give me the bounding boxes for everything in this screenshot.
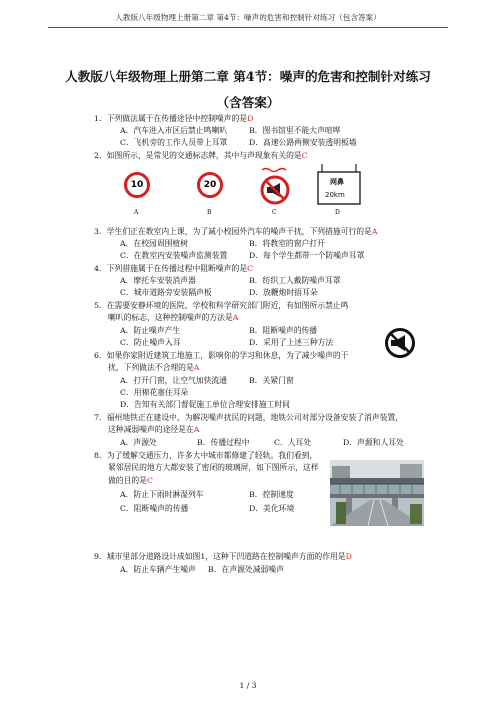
q1-option-c: C．飞机旁的工作人员带上耳罩 <box>120 138 228 147</box>
q5-option-a: A．防止噪声产生 <box>120 326 181 335</box>
q9-option-a: A．防止车辆产生噪声 <box>120 565 196 574</box>
q6-option-d: D．告知有关部门督促施工单位合理安排施工时间 <box>120 400 290 409</box>
distance-sign-icon <box>316 164 362 208</box>
q4-option-d: D．放鞭炮时捂耳朵 <box>249 288 318 297</box>
sign-label-a: A <box>134 209 139 216</box>
sign-label-b: B <box>207 209 212 216</box>
q9-option-b: B．在声源处减弱噪声 <box>208 565 284 574</box>
q5-answer: A <box>232 313 239 322</box>
no-horn-sign-icon <box>258 166 292 206</box>
q3-option-c: C．在教室内安装噪声监测装置 <box>120 251 228 260</box>
q5-option-b: B．阻断噪声的传播 <box>249 326 318 335</box>
page-number: 1 / 3 <box>239 681 257 690</box>
q3-answer: A <box>371 227 378 236</box>
q8-option-d: D．美化环境 <box>249 504 295 513</box>
document-title-sub: （含答案） <box>216 95 280 110</box>
q1-option-d: D．高速公路两侧安装透明板墙 <box>249 138 357 147</box>
q8-option-b: B．控制速度 <box>249 490 294 499</box>
q8-option-a: A．防止下雨时淋湿列车 <box>120 490 204 499</box>
q9-answer: D <box>345 552 352 561</box>
q6-option-a: A．打开门窗，让空气加快流通 <box>120 376 227 385</box>
q7-stem-line2: 这种减弱噪声的途径是在A <box>108 425 200 434</box>
page-header: 人教版八年级物理上册第二章 第4节：噪声的危害和控制针对练习（包含答案） <box>115 13 381 22</box>
q3-option-d: D．每个学生都带一个防噪声耳罩 <box>249 251 365 260</box>
q6-option-b: B．关紧门窗 <box>249 376 294 385</box>
q1-option-b: B．图书馆里不能大声喧哗 <box>249 126 341 135</box>
speed-limit-10-sign: 10 <box>124 172 150 198</box>
q7-option-a: A．声源处 <box>120 438 157 447</box>
q1-stem: 1．下列做法属于在传播途径中控制噪声的是D <box>94 114 254 123</box>
q9-stem: 9．城市里部分道路设计成如图1，这种下凹道路在控制噪声方面的作用是D <box>94 552 352 561</box>
distance-sign-line1: 网鼻 <box>330 178 344 186</box>
q3-option-a: A．在校园周围植树 <box>120 239 189 248</box>
q6-stem-line2: 扰，下列做法不合理的是A <box>108 363 200 372</box>
q4-answer: C <box>247 264 254 273</box>
q3-stem: 3．学生们正在教室内上课，为了减小校园外汽车的噪声干扰，下列措施可行的是A <box>94 227 378 236</box>
q8-answer: C <box>146 476 153 485</box>
q4-stem: 4．下列措施属于在传播过程中阻断噪声的是C <box>94 264 254 273</box>
q4-option-c: C．城市道路旁安装隔声板 <box>120 288 212 297</box>
sign-label-c: C <box>272 209 277 216</box>
q6-stem-line1: 6．如果你家附近建筑工地施工，影响你的学习和休息，为了减少噪声的干 <box>94 351 349 360</box>
q6-option-c: C．用棉花塞住耳朵 <box>120 388 189 397</box>
q4-option-b: B．纺织工人戴防噪声耳罩 <box>249 276 341 285</box>
q7-stem-line1: 7．福州地铁正在建设中，为解决噪声扰民的问题，地铁公司对部分设备安装了消声装置， <box>94 413 404 422</box>
q1-answer: D <box>247 114 254 123</box>
sign-label-d: D <box>335 209 340 216</box>
q5-stem-line1: 5．在需要安静环境的医院、学校和科学研究部门附近，有如图所示禁止鸣 <box>94 301 349 310</box>
q3-option-b: B．将教室的窗户打开 <box>249 239 325 248</box>
q1-option-a: A．汽车进入市区后禁止鸣喇叭 <box>120 126 227 135</box>
q2-answer: C <box>301 151 308 160</box>
distance-sign-line2: 20km <box>325 191 345 199</box>
header-rule <box>48 27 448 28</box>
q6-answer: A <box>193 363 200 372</box>
q7-answer: A <box>193 425 200 434</box>
q7-option-d: D．声源和人耳处 <box>343 438 404 447</box>
q7-option-c: C．人耳处 <box>274 438 312 447</box>
no-horn-sign-icon <box>384 327 416 359</box>
light-rail-barrier-photo <box>330 460 424 526</box>
q2-stem: 2．如图所示，是常见的交通标志牌，其中与声现象有关的是C <box>94 151 308 160</box>
speed-limit-20-sign: 20 <box>197 172 223 198</box>
q7-option-b: B．传播过程中 <box>197 438 250 447</box>
q5-option-d: D．采用了上述三种方法 <box>249 338 334 347</box>
q8-stem-line3: 做的目的是C <box>108 476 153 485</box>
q8-stem-line2: 紧邻居民的地方大都安装了密闭的玻璃屏，如下图所示，这样 <box>108 463 319 472</box>
q5-option-c: C．防止噪声入耳 <box>120 338 181 347</box>
q4-option-a: A．摩托车安装消声器 <box>120 276 196 285</box>
document-title: 人教版八年级物理上册第二章 第4节：噪声的危害和控制针对练习 <box>65 69 431 84</box>
q8-option-c: C．阻断噪声的传播 <box>120 504 189 513</box>
q8-stem-line1: 8．为了缓解交通压力，许多大中城市都修建了轻轨。我们看到， <box>94 451 318 460</box>
q5-stem-line2: 喇叭的标志，这种控制噪声的方法是A <box>108 313 239 322</box>
